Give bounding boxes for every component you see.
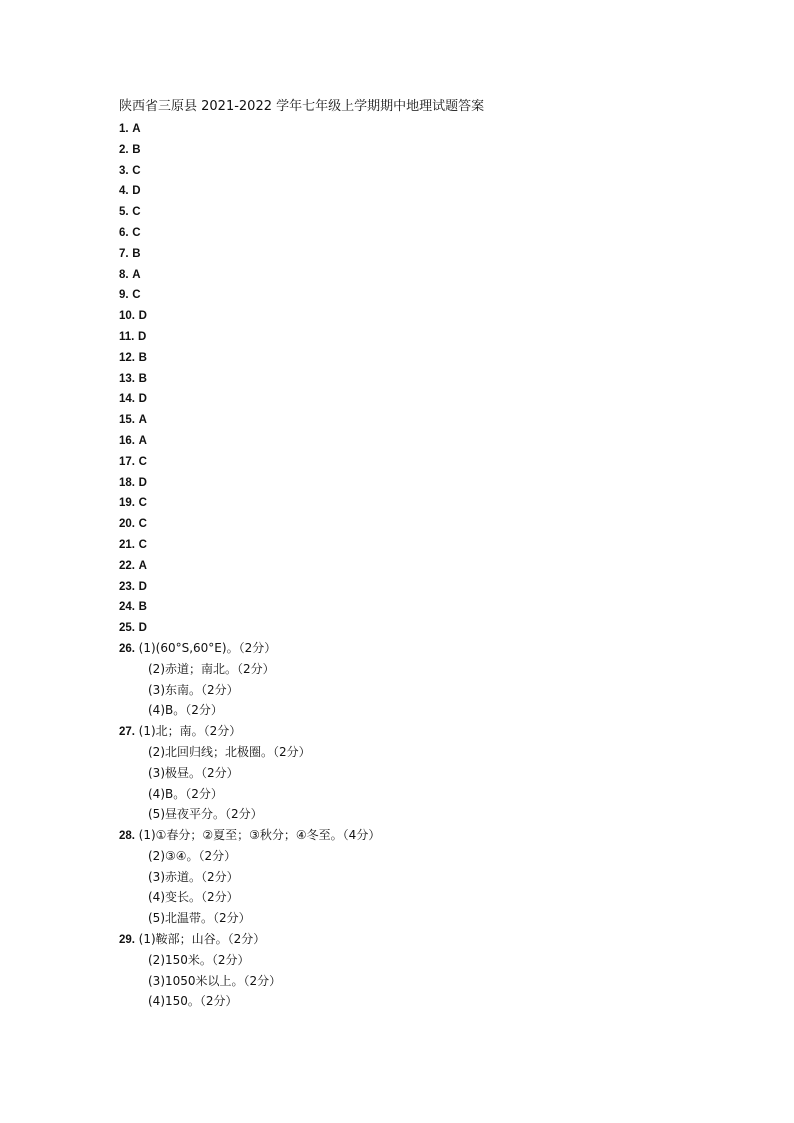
answer-part: (3)东南。（2分） bbox=[148, 682, 239, 697]
question-number: 23. bbox=[119, 580, 135, 593]
question-number: 25. bbox=[119, 622, 135, 635]
answer-line-4 bbox=[119, 180, 380, 201]
answer-line-27-2 bbox=[119, 742, 380, 763]
answer-letter: A bbox=[138, 414, 147, 427]
answer-letter: D bbox=[138, 393, 147, 406]
document-title: 陕西省三原县 2021-2022 学年七年级上学期期中地理试题答案 bbox=[119, 99, 485, 114]
answer-list bbox=[119, 118, 380, 1012]
answer-part: (2)赤道；南北。（2分） bbox=[148, 661, 275, 676]
answer-line-10 bbox=[119, 305, 380, 326]
answer-part: (1)(60°S,60°E)。（2分） bbox=[138, 640, 277, 655]
answer-line-28-5 bbox=[119, 908, 380, 929]
answer-letter: B bbox=[138, 372, 147, 385]
answer-letter: B bbox=[138, 601, 147, 614]
answer-line-27-1 bbox=[119, 721, 380, 742]
answer-line-27-3 bbox=[119, 763, 380, 784]
answer-part: (3)赤道。（2分） bbox=[148, 869, 239, 884]
question-number: 13. bbox=[119, 372, 135, 385]
answer-letter: B bbox=[132, 143, 141, 156]
answer-letter: D bbox=[138, 476, 147, 489]
question-number: 1. bbox=[119, 123, 129, 135]
answer-letter: C bbox=[132, 226, 141, 239]
answer-part: (4)150。（2分） bbox=[148, 994, 238, 1009]
answer-line-1 bbox=[119, 118, 380, 139]
question-number: 18. bbox=[119, 476, 135, 489]
answer-line-26-4 bbox=[119, 700, 380, 721]
answer-letter: A bbox=[138, 434, 147, 447]
question-number: 24. bbox=[119, 601, 135, 614]
answer-part: (4)变长。（2分） bbox=[148, 890, 239, 905]
answer-part: (5)北温带。（2分） bbox=[148, 911, 251, 926]
answer-line-17 bbox=[119, 451, 380, 472]
answer-part: (3)1050米以上。（2分） bbox=[148, 973, 282, 988]
answer-letter: C bbox=[138, 538, 147, 551]
question-number: 5. bbox=[119, 206, 129, 219]
answer-line-5 bbox=[119, 201, 380, 222]
answer-line-29-4 bbox=[119, 991, 380, 1012]
question-number: 27. bbox=[119, 726, 135, 739]
answer-letter: A bbox=[132, 268, 141, 281]
question-number: 8. bbox=[119, 268, 129, 281]
answer-line-26-2 bbox=[119, 659, 380, 680]
answer-line-7 bbox=[119, 243, 380, 264]
question-number: 19. bbox=[119, 497, 135, 510]
answer-line-2 bbox=[119, 139, 380, 160]
question-number: 16. bbox=[119, 434, 135, 447]
question-number: 20. bbox=[119, 518, 135, 531]
question-number: 2. bbox=[119, 143, 129, 156]
answer-part: (1)鞍部；山谷。（2分） bbox=[138, 932, 266, 947]
answer-letter: C bbox=[132, 164, 141, 177]
answer-line-28-2 bbox=[119, 846, 380, 867]
answer-letter: A bbox=[138, 559, 147, 572]
answer-letter: D bbox=[132, 185, 141, 198]
answer-letter: C bbox=[132, 289, 141, 302]
question-number: 26. bbox=[119, 642, 135, 655]
question-number: 12. bbox=[119, 351, 135, 364]
answer-part: (1)①春分；②夏至；③秋分；④冬至。（4分） bbox=[138, 828, 381, 843]
answer-letter: C bbox=[138, 497, 147, 510]
answer-letter: B bbox=[132, 247, 141, 260]
answer-line-16 bbox=[119, 430, 380, 451]
answer-line-21 bbox=[119, 534, 380, 555]
answer-line-19 bbox=[119, 492, 380, 513]
answer-line-25 bbox=[119, 617, 380, 638]
question-number: 21. bbox=[119, 538, 135, 551]
answer-part: (5)昼夜平分。（2分） bbox=[148, 807, 263, 822]
answer-line-23 bbox=[119, 576, 380, 597]
answer-letter: C bbox=[138, 518, 147, 531]
answer-line-14 bbox=[119, 388, 380, 409]
question-number: 29. bbox=[119, 934, 135, 947]
answer-letter: C bbox=[138, 455, 147, 468]
answer-part: (1)北；南。（2分） bbox=[138, 724, 242, 739]
answer-line-22 bbox=[119, 555, 380, 576]
answer-letter: D bbox=[138, 330, 147, 343]
answer-line-29-2 bbox=[119, 950, 380, 971]
answer-part: (2)③④。（2分） bbox=[148, 848, 237, 863]
answer-line-9 bbox=[119, 284, 380, 305]
answer-line-18 bbox=[119, 472, 380, 493]
answer-part: (2)北回归线；北极圈。（2分） bbox=[148, 744, 311, 759]
answer-letter: C bbox=[132, 206, 141, 219]
answer-letter: D bbox=[138, 622, 147, 635]
answer-line-12 bbox=[119, 347, 380, 368]
answer-letter: D bbox=[138, 310, 147, 323]
answer-line-29-3 bbox=[119, 971, 380, 992]
question-number: 14. bbox=[119, 393, 135, 406]
answer-letter: B bbox=[138, 351, 147, 364]
answer-line-29-1 bbox=[119, 929, 380, 950]
answer-line-28-3 bbox=[119, 867, 380, 888]
question-number: 10. bbox=[119, 310, 135, 323]
question-number: 22. bbox=[119, 559, 135, 572]
answer-line-13 bbox=[119, 368, 380, 389]
answer-line-28-1 bbox=[119, 825, 380, 846]
answer-letter: A bbox=[132, 123, 141, 135]
answer-line-24 bbox=[119, 596, 380, 617]
question-number: 4. bbox=[119, 185, 129, 198]
answer-line-26-3 bbox=[119, 680, 380, 701]
answer-letter: D bbox=[138, 580, 147, 593]
answer-line-27-4 bbox=[119, 784, 380, 805]
question-number: 7. bbox=[119, 247, 129, 260]
answer-line-20 bbox=[119, 513, 380, 534]
question-number: 11. bbox=[119, 330, 135, 343]
answer-line-11 bbox=[119, 326, 380, 347]
answer-line-15 bbox=[119, 409, 380, 430]
question-number: 3. bbox=[119, 164, 129, 177]
answer-part: (3)极昼。（2分） bbox=[148, 765, 239, 780]
question-number: 28. bbox=[119, 830, 135, 843]
question-number: 9. bbox=[119, 289, 129, 302]
answer-part: (4)B。（2分） bbox=[148, 703, 223, 718]
answer-part: (2)150米。（2分） bbox=[148, 952, 250, 967]
answer-line-6 bbox=[119, 222, 380, 243]
answer-part: (4)B。（2分） bbox=[148, 786, 223, 801]
question-number: 17. bbox=[119, 455, 135, 468]
answer-line-8 bbox=[119, 264, 380, 285]
answer-line-3 bbox=[119, 160, 380, 181]
answer-line-27-5 bbox=[119, 804, 380, 825]
question-number: 15. bbox=[119, 414, 135, 427]
question-number: 6. bbox=[119, 226, 129, 239]
answer-line-28-4 bbox=[119, 887, 380, 908]
answer-line-26-1 bbox=[119, 638, 380, 659]
